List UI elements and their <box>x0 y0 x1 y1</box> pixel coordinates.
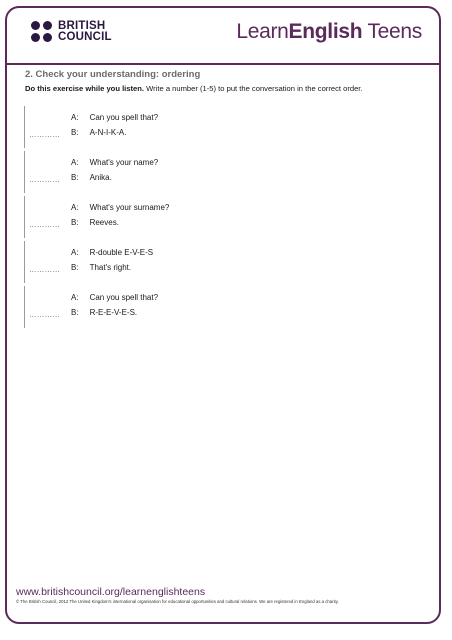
line-a <box>71 203 169 212</box>
number-blank[interactable]: ………… <box>29 310 61 319</box>
line-a <box>71 248 153 257</box>
line-b-text: Anika. <box>89 173 112 182</box>
le-logo-english: English <box>288 20 363 43</box>
conversation-item <box>24 286 404 328</box>
line-a <box>71 158 158 167</box>
line-a-text: What's your surname? <box>89 203 170 212</box>
speaker-b: B: <box>71 173 79 182</box>
speaker-b: B: <box>71 263 79 272</box>
header-divider <box>7 63 439 65</box>
speaker-a: A: <box>71 113 79 122</box>
speaker-a: A: <box>71 293 79 302</box>
line-a-text: Can you spell that? <box>89 113 159 122</box>
number-blank[interactable]: ………… <box>29 265 61 274</box>
le-logo-learn: Learn <box>236 20 289 43</box>
speaker-a: A: <box>71 203 79 212</box>
speaker-a: A: <box>71 248 79 257</box>
instruction-rest: Write a number (1-5) to put the conversation in the correct order. <box>144 84 363 93</box>
line-b-text: R-E-E-V-E-S. <box>89 308 138 317</box>
speaker-b: B: <box>71 128 79 137</box>
line-a <box>71 113 158 122</box>
line-b <box>71 218 119 227</box>
bc-logo-line1: BRITISH <box>58 20 106 32</box>
conversation-list <box>24 106 404 331</box>
british-council-logo <box>31 21 112 43</box>
line-b <box>71 263 131 272</box>
line-a <box>71 293 158 302</box>
line-a-text: What's your name? <box>89 158 159 167</box>
bc-logo-line2: COUNCIL <box>58 31 112 43</box>
le-logo-teens: Teens <box>362 20 422 43</box>
item-divider <box>24 196 25 238</box>
item-divider <box>24 151 25 193</box>
item-divider <box>24 106 25 148</box>
number-blank[interactable]: ………… <box>29 175 61 184</box>
item-divider <box>24 241 25 283</box>
conversation-item <box>24 106 404 148</box>
line-b-text: A-N-I-K-A. <box>89 128 127 137</box>
conversation-item <box>24 151 404 193</box>
exercise-instruction <box>25 84 363 93</box>
exercise-title: 2. Check your understanding: ordering <box>25 69 201 80</box>
line-a-text: Can you spell that? <box>89 293 159 302</box>
footer-copyright: © The British Council, 2012 The United Kingdom's international organisation for educational opportunities and cultural relations. We are registered in England as a charity. <box>16 599 339 604</box>
line-b-text: That's right. <box>89 263 132 272</box>
conversation-item <box>24 196 404 238</box>
speaker-b: B: <box>71 218 79 227</box>
line-b <box>71 173 112 182</box>
line-b <box>71 308 137 317</box>
number-blank[interactable]: ………… <box>29 220 61 229</box>
speaker-a: A: <box>71 158 79 167</box>
line-b <box>71 128 126 137</box>
speaker-b: B: <box>71 308 79 317</box>
header <box>7 8 439 60</box>
item-divider <box>24 286 25 328</box>
instruction-bold: Do this exercise while you listen. <box>25 84 145 93</box>
line-a-text: R-double E-V-E-S <box>89 248 154 257</box>
conversation-item <box>24 241 404 283</box>
line-b-text: Reeves. <box>89 218 119 227</box>
learnenglish-teens-logo <box>236 20 422 44</box>
number-blank[interactable]: ………… <box>29 130 61 139</box>
british-council-dots-icon <box>31 21 53 43</box>
footer-url[interactable]: www.britishcouncil.org/learnenglishteens <box>16 586 206 598</box>
british-council-wordmark <box>58 21 112 43</box>
